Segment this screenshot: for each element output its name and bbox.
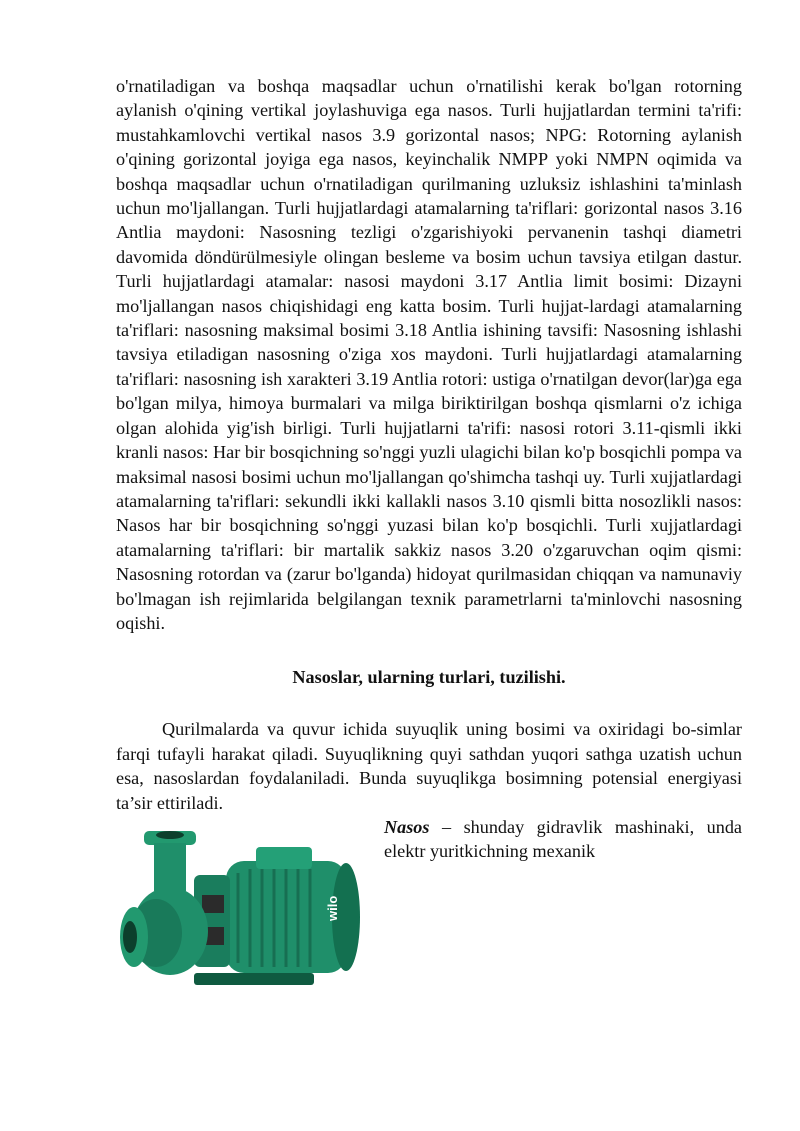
section-heading: Nasoslar, ularning turlari, tuzilishi. (292, 667, 566, 688)
paragraph-2 (116, 717, 742, 815)
term-nasos: Nasos (384, 816, 430, 837)
paragraph-3-text: – shunday gidravlik mashinaki, unda elektr yuritkichning mexanik (384, 816, 742, 862)
pump-brand-label: wilo (325, 895, 340, 921)
document-page (116, 74, 742, 1001)
paragraph-1: o'rnatiladigan va boshqa maqsadlar uchun o'rnatilishi kerak bo'lgan rotorning aylanish o'qining vertikal joylashuviga ega nasos. Turli hujjatlardan termini ta'rifi: mustahkamlovchi vertikal nasos 3.9 gorizontal nasos; NPG: Rotorning aylanish o'qining gorizontal joyiga ega nasos, keyinchalik NMPP yoki NMPN oqimida va boshqa maqsadlar uchun o'rnatiladigan qurilmaning uzluksiz ishlashini ta'minlash uchun mo'ljallangan. Turli hujjatlardagi atamalarning ta'riflari: gorizontal nasos 3.16 Antlia maydoni: Nasosning tezligi o'zgarishiyoki pervanenin tashqi diametri davomida döndürülmesiyle olingan besleme va bosim uchun tavsiya etilgan dastur. Turli hujjatlardagi atamalar: nasosi maydoni 3.17 Antlia limit bosimi: Dizayni mo'ljallangan nasos chiqishidagi eng katta bosim. Turli hujjat-lardagi atamalarning ta'riflari: nasosning maksimal bosimi 3.18 Antlia ishining tavsifi: Nasosning ishlashi tavsiya etiladigan nasosning o'ziga xos maydoni. Turli hujjatlardagi atamalarning ta'riflari: nasosning ish xarakteri 3.19 Antlia rotori: ustiga o'rnatilgan devor(lar)ga ega bo'lgan milya, himoya burmalari va milga biriktirilgan boshqa qismlarni o'z ichiga olgan alohida yig'ish birligi. Turli hujjatlarni ta'rifi: nasosi rotori 3.11-qismli ikki kranli nasos: Har bir bosqichning so'nggi yuzli ulagichi bilan ko'p bosqichli pompa va maksimal nasosi bosimi uchun mo'ljallangan qo'shimcha tashqi uy. Turli xujjatlardagi atamalarning ta'riflari: sekundli ikki kallakli nasos 3.10 qismli bitta nosozlikli nasos: Nasos har bir bosqichning so'nggi yuzasi bilan ko'p bosqichli. Turli xujjatlardagi atamalarning ta'riflari: bir martalik sakkiz nasos 3.20 o'zgaruvchan oqim qismi: Nasosning rotordan va (zarur bo'lganda) hidoyat qurilmasidan chiqqan va namunaviy bo'lmagan ish rejimlarida belgilangan texnik parametrlarni ta'minlovchi nasosning oqishi. (116, 76, 742, 633)
paragraph-2-text: Qurilmalarda va quvur ichida suyuqlik uning bosimi va oxiridagi bo-simlar farqi tufayli harakat qiladi. Suyuqlikning quyi sathdan yuqori sathga uzatish uchun esa, nasoslardan foydalaniladi. Bunda suyuqlikga bosimning potensial energiyasi ta’sir ettiriladi. (116, 719, 742, 813)
centrifugal-pump-image (116, 823, 374, 1001)
pump-illustration (116, 823, 374, 1001)
